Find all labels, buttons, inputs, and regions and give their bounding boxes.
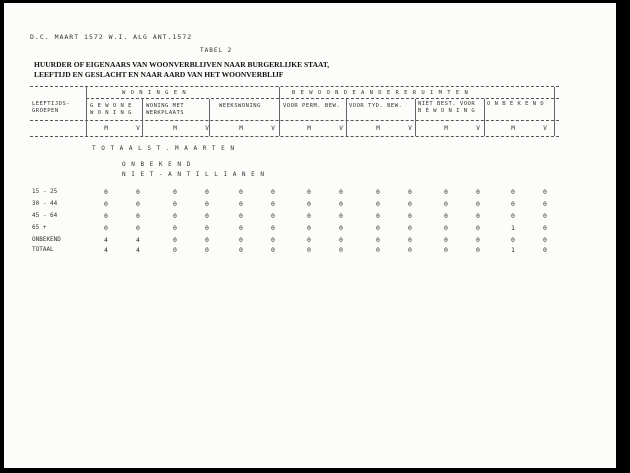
table-cell: 0 [205, 224, 209, 232]
table-cell: 0 [444, 200, 448, 208]
table-cell: 0 [271, 224, 275, 232]
row-label: 65 + [32, 224, 47, 231]
table-cell: 0 [104, 188, 108, 196]
census-line: D.C. MAART 1572 W.I. ALG ANT.1572 [30, 33, 193, 41]
table-cell: 0 [239, 236, 243, 244]
table-cell: 0 [408, 200, 412, 208]
table-cell: 0 [511, 200, 515, 208]
table-cell: 0 [476, 200, 480, 208]
table-cell: 0 [271, 236, 275, 244]
subheader-tyd-bew: VOOR TYD. BEW. [349, 103, 403, 109]
table-cell: 4 [104, 246, 108, 254]
table-cell: 0 [511, 236, 515, 244]
table-cell: 0 [376, 224, 380, 232]
table-cell: 0 [476, 212, 480, 220]
table-cell: 0 [173, 188, 177, 196]
document-page [4, 3, 616, 468]
col-divider [86, 87, 87, 136]
table-cell: 0 [476, 236, 480, 244]
sex-header-cell: M [173, 125, 177, 132]
table-cell: 0 [205, 188, 209, 196]
table-cell: 0 [543, 246, 547, 254]
sex-header-cell: V [543, 125, 547, 132]
sex-header-cell: V [476, 125, 480, 132]
table-cell: 0 [104, 224, 108, 232]
table-cell: 0 [339, 224, 343, 232]
table-cell: 0 [104, 212, 108, 220]
table-cell: 0 [408, 188, 412, 196]
group-header-bewoonde: B E W O O N D E A N D E R E R U I M T E N [292, 90, 469, 96]
nationality-label: N I E T - A N T I L L I A N E N [122, 171, 265, 178]
table-title-line-2: LEEFTIJD EN GESLACHT EN NAAR AARD VAN HET WOONVERBLIJF [34, 70, 284, 79]
table-cell: 0 [408, 212, 412, 220]
table-cell: 0 [543, 212, 547, 220]
table-cell: 0 [543, 200, 547, 208]
sex-header-cell: V [136, 125, 140, 132]
table-cell: 0 [173, 200, 177, 208]
table-cell: 0 [173, 236, 177, 244]
table-cell: 0 [339, 246, 343, 254]
table-cell: 0 [543, 224, 547, 232]
table-cell: 0 [307, 200, 311, 208]
subheader-onbekend: O N B E K E N D [487, 101, 545, 107]
sex-header-cell: V [271, 125, 275, 132]
table-cell: 0 [205, 200, 209, 208]
sex-header-cell: M [444, 125, 448, 132]
table-cell: 4 [104, 236, 108, 244]
subheader-rule [30, 120, 559, 121]
table-cell: 1 [511, 224, 515, 232]
table-cell: 0 [511, 212, 515, 220]
sex-header-cell: V [408, 125, 412, 132]
table-cell: 0 [444, 212, 448, 220]
subheader-weekswoning: WEEKSWONING [219, 103, 261, 109]
group-rule [86, 98, 559, 99]
table-cell: 0 [271, 200, 275, 208]
header-bottom-rule [30, 136, 559, 137]
table-cell: 0 [239, 188, 243, 196]
table-cell: 0 [136, 212, 140, 220]
table-cell: 0 [271, 188, 275, 196]
sex-header-cell: V [205, 125, 209, 132]
table-cell: 0 [339, 236, 343, 244]
table-title-line-1: HUURDER OF EIGENAARS VAN WOONVERBLIJVEN NAAR BURGERLIJKE STAAT, [34, 60, 330, 69]
sex-header-cell: M [239, 125, 243, 132]
table-cell: 0 [136, 224, 140, 232]
civil-status-label: O N B E K E N D [122, 161, 192, 168]
table-cell: 4 [136, 236, 140, 244]
table-cell: 0 [339, 188, 343, 196]
table-cell: 0 [173, 246, 177, 254]
table-cell: 0 [511, 188, 515, 196]
table-cell: 0 [339, 212, 343, 220]
age-group-header: LEEFTIJDS- GROEPEN [32, 101, 71, 114]
table-cell: 1 [511, 246, 515, 254]
table-cell: 0 [339, 200, 343, 208]
total-region-label: T O T A A L S T . M A A R T E N [92, 145, 235, 152]
table-cell: 0 [376, 212, 380, 220]
table-cell: 0 [376, 188, 380, 196]
table-cell: 0 [239, 200, 243, 208]
table-cell: 0 [239, 246, 243, 254]
subheader-woning-met-werkplaats: WONING MET WERKPLAATS [146, 103, 185, 116]
table-cell: 0 [239, 212, 243, 220]
table-cell: 4 [136, 246, 140, 254]
table-top-rule [30, 86, 559, 87]
table-cell: 0 [444, 188, 448, 196]
row-label: TOTAAL [32, 246, 54, 253]
table-cell: 0 [205, 246, 209, 254]
table-cell: 0 [376, 236, 380, 244]
row-label: ONBEKEND [32, 236, 61, 243]
table-cell: 0 [173, 212, 177, 220]
row-label: 15 - 25 [32, 188, 58, 195]
subheader-niet-best: NIET BEST. VOOR B E W O N I N G [418, 101, 476, 114]
table-cell: 0 [444, 246, 448, 254]
table-cell: 0 [205, 212, 209, 220]
table-cell: 0 [376, 200, 380, 208]
table-cell: 0 [476, 224, 480, 232]
table-cell: 0 [271, 212, 275, 220]
table-cell: 0 [543, 188, 547, 196]
table-cell: 0 [239, 224, 243, 232]
sex-header-cell: M [307, 125, 311, 132]
table-cell: 0 [205, 236, 209, 244]
row-label: 30 - 44 [32, 200, 58, 207]
sex-header-cell: M [511, 125, 515, 132]
table-cell: 0 [307, 224, 311, 232]
table-cell: 0 [444, 224, 448, 232]
table-cell: 0 [307, 246, 311, 254]
subheader-gewone-woning: G E W O N E W O N I N G [90, 103, 132, 116]
sex-header-cell: M [376, 125, 380, 132]
table-cell: 0 [476, 188, 480, 196]
row-label: 45 - 64 [32, 212, 58, 219]
table-cell: 0 [104, 200, 108, 208]
sex-header-cell: V [339, 125, 343, 132]
table-cell: 0 [136, 200, 140, 208]
sex-header-cell: M [104, 125, 108, 132]
table-cell: 0 [408, 246, 412, 254]
table-cell: 0 [136, 188, 140, 196]
table-cell: 0 [408, 224, 412, 232]
table-number: TABEL 2 [200, 47, 233, 54]
table-cell: 0 [408, 236, 412, 244]
table-cell: 0 [376, 246, 380, 254]
table-cell: 0 [543, 236, 547, 244]
table-cell: 0 [444, 236, 448, 244]
group-header-woningen: W O N I N G E N [122, 90, 187, 96]
subheader-perm-bew: VOOR PERM. BEW. [283, 103, 341, 109]
table-cell: 0 [173, 224, 177, 232]
table-cell: 0 [307, 236, 311, 244]
table-cell: 0 [307, 212, 311, 220]
table-cell: 0 [271, 246, 275, 254]
table-cell: 0 [476, 246, 480, 254]
table-cell: 0 [307, 188, 311, 196]
